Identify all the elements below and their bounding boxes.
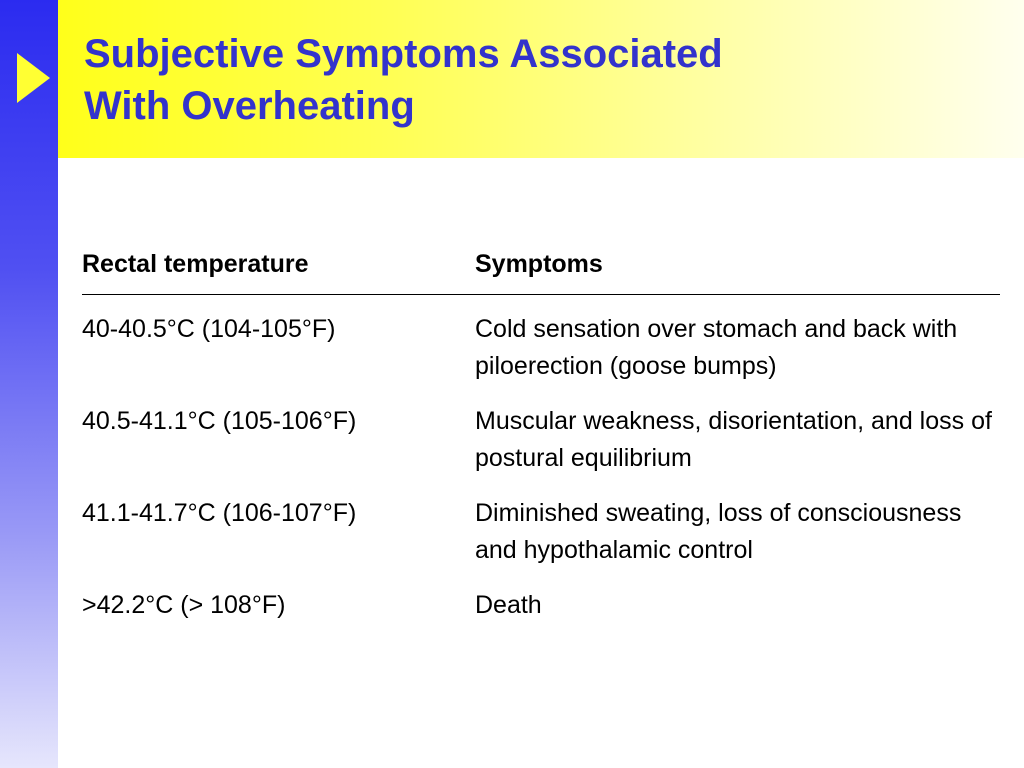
symptoms-cell: Death [475,591,542,619]
temperature-cell: 41.1-41.7°C (106-107°F) [82,499,357,527]
header-symptoms: Symptoms [475,249,603,278]
table-row [82,403,1000,477]
left-accent-bar [0,0,58,768]
temperature-cell: 40-40.5°C (104-105°F) [82,315,336,343]
symptoms-cell: Muscular weakness, disorientation, and loss of postural equilibrium [475,407,992,472]
table-row [82,587,1000,624]
symptoms-cell: Cold sensation over stomach and back with piloerection (goose bumps) [475,315,958,380]
table-row [82,495,1000,569]
temperature-cell: >42.2°C (> 108°F) [82,591,286,619]
temperature-cell: 40.5-41.1°C (105-106°F) [82,407,357,435]
header-rectal-temperature: Rectal temperature [82,249,309,278]
table-row [82,311,1000,385]
triangle-arrow-icon [17,53,50,103]
slide-title: Subjective Symptoms Associated With Overheating [84,32,723,128]
symptoms-table [82,244,1000,642]
symptoms-cell: Diminished sweating, loss of consciousness and hypothalamic control [475,499,962,564]
header-divider [82,294,1000,295]
table-header-row [82,244,1000,284]
